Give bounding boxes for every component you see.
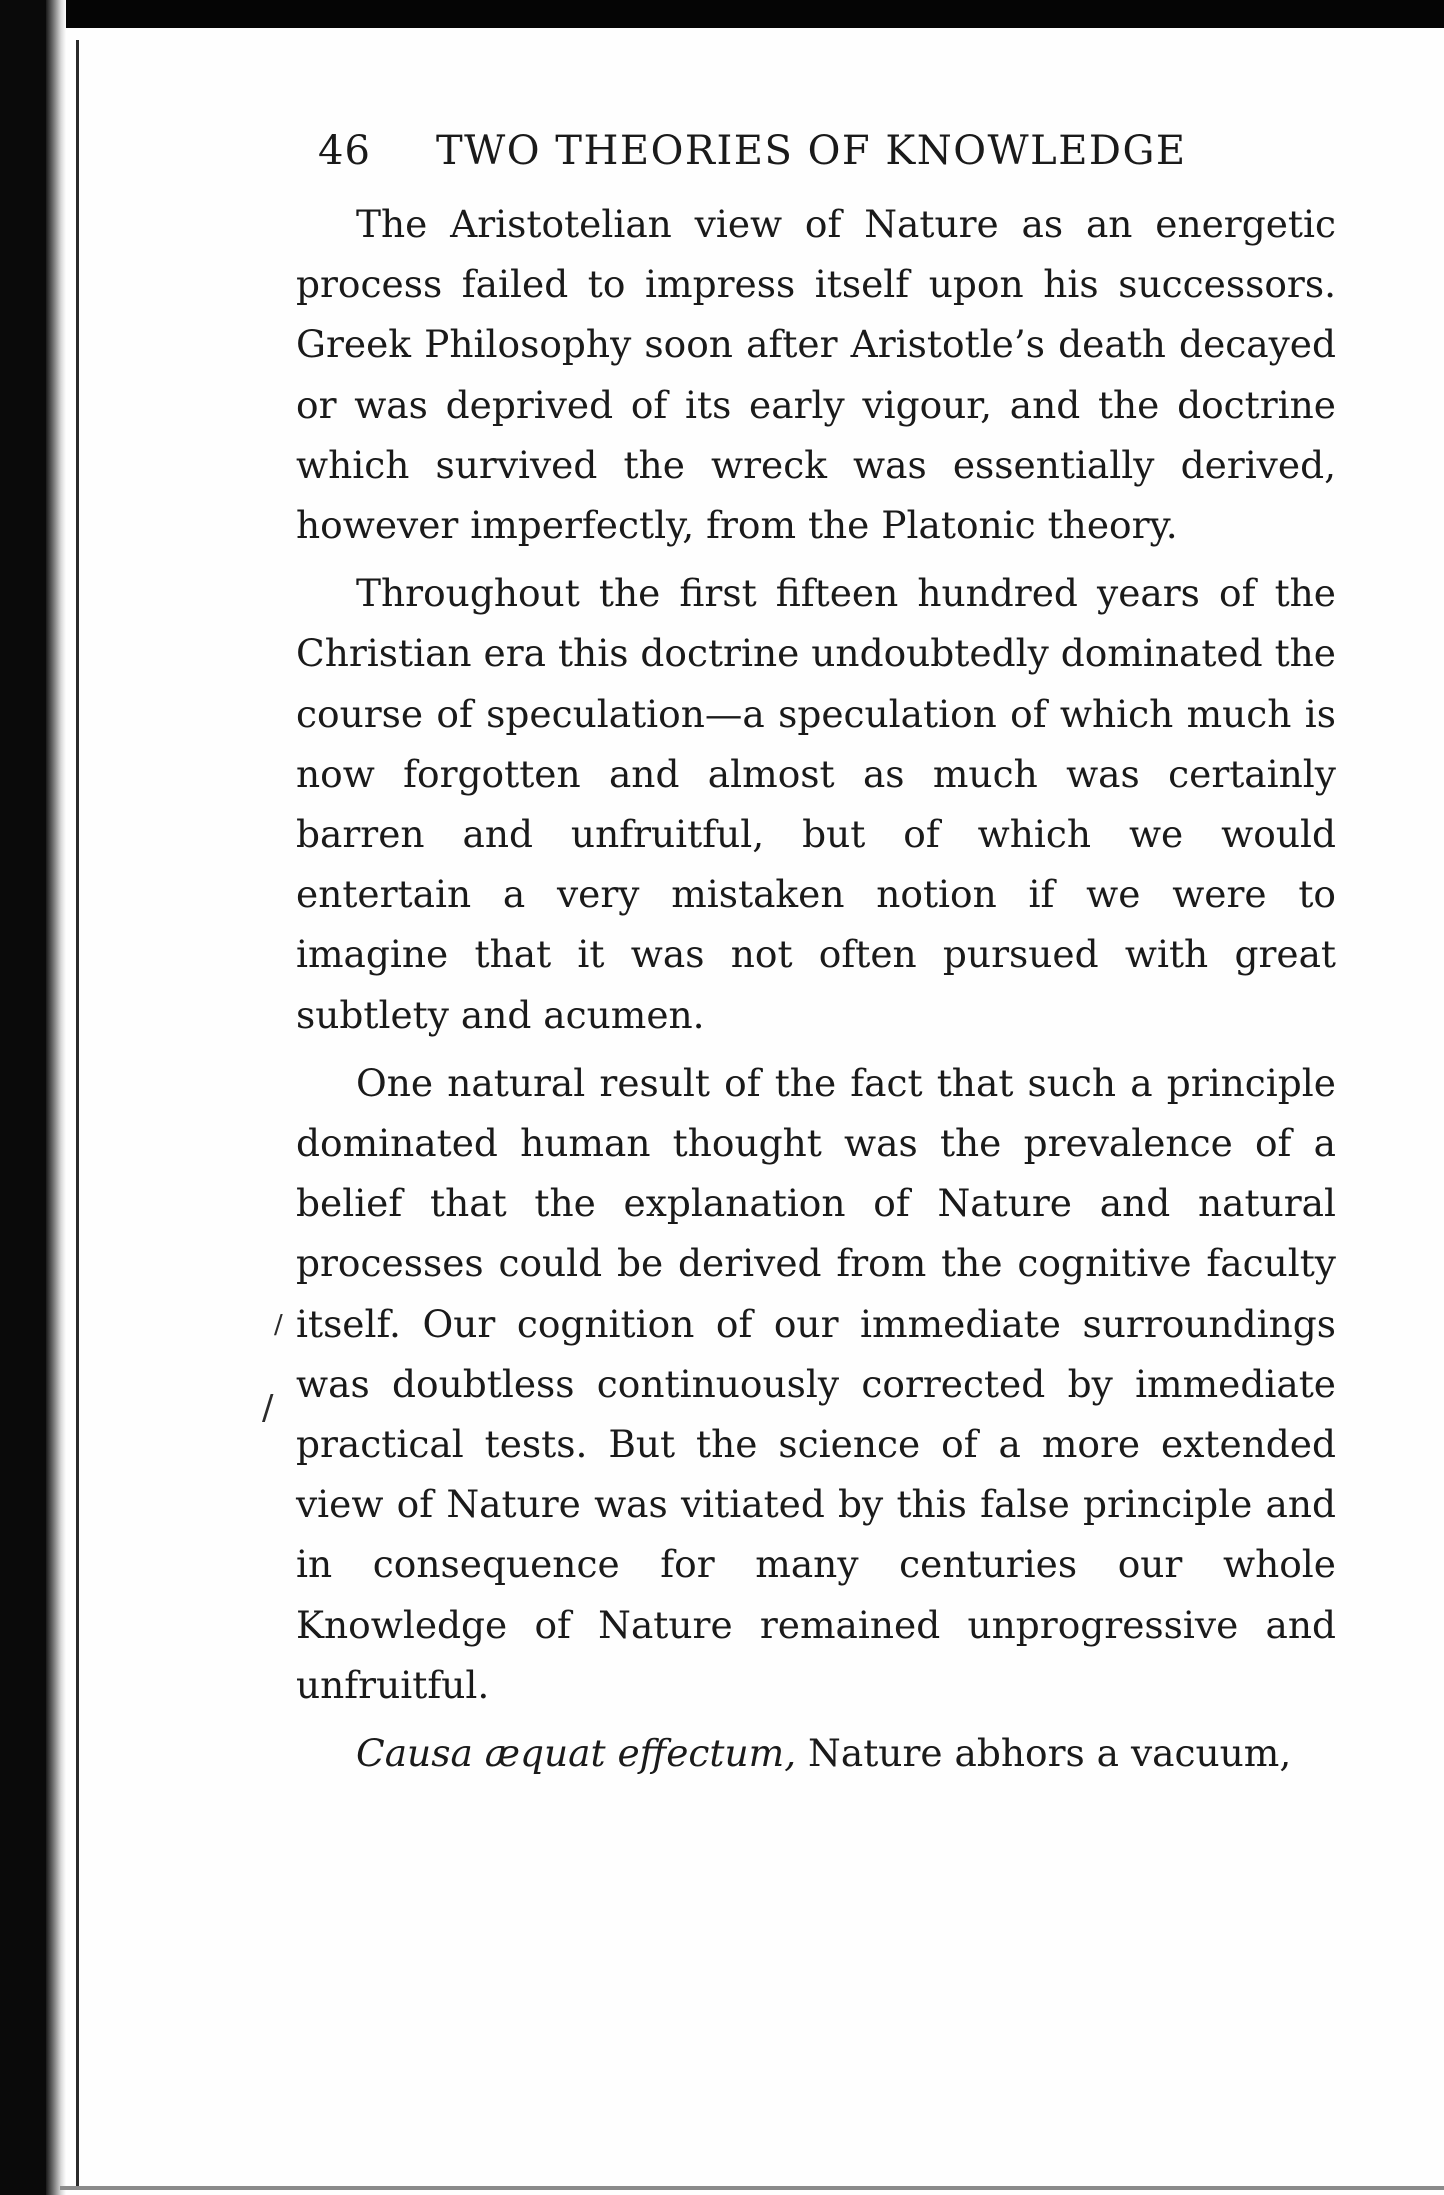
pencil-margin-mark-2: /	[262, 1388, 274, 1428]
latin-maxim: Causa æquat effectum,	[356, 1731, 797, 1776]
spine-gradient	[46, 0, 66, 2195]
paragraph-4	[296, 1723, 1336, 1783]
scan-top-border	[0, 0, 1444, 28]
running-head-title: TWO THEORIES OF KNOWLEDGE	[436, 128, 1187, 174]
running-head	[296, 120, 1336, 194]
page-number: 46	[318, 128, 371, 174]
scan-bottom-border	[60, 2186, 1444, 2190]
page-edge-line	[76, 40, 79, 2190]
pencil-margin-mark-1: /	[274, 1310, 283, 1340]
paragraph-1: The Aristotelian view of Nature as an energetic process failed to impress itself upon his successors. Greek Philosophy soon after Aristotle’s death decayed or was deprived of its early vigour, and the doctrine which survived the wreck was essentially derived, however imperfectly, from the Platonic theory.	[296, 202, 1336, 548]
paragraph-4-text: Nature abhors a vacuum,	[796, 1731, 1292, 1776]
paragraph-2: Throughout the first fifteen hundred years of the Christian era this doctrine undoubtedly dominated the course of speculation—a speculation of which much is now forgotten and almost as much was certainly barren and unfruitful, but of which we would entertain a very mistaken notion if we were to imagine that it was not often pursued with great subtlety and acumen.	[296, 571, 1336, 1037]
page-content	[296, 120, 1336, 1783]
book-spine-shadow	[0, 0, 46, 2195]
paragraph-3: One natural result of the fact that such a principle dominated human thought was the prevalence of a belief that the explanation of Nature and natural processes could be derived from the cognitive faculty itself. Our cognition of our immediate surroundings was doubtless continuously corrected by immediate practical tests. But the science of a more extended view of Nature was vitiated by this false principle and in consequence for many centuries our whole Knowledge of Nature remained unprogressive and unfruitful.	[296, 1060, 1336, 1707]
